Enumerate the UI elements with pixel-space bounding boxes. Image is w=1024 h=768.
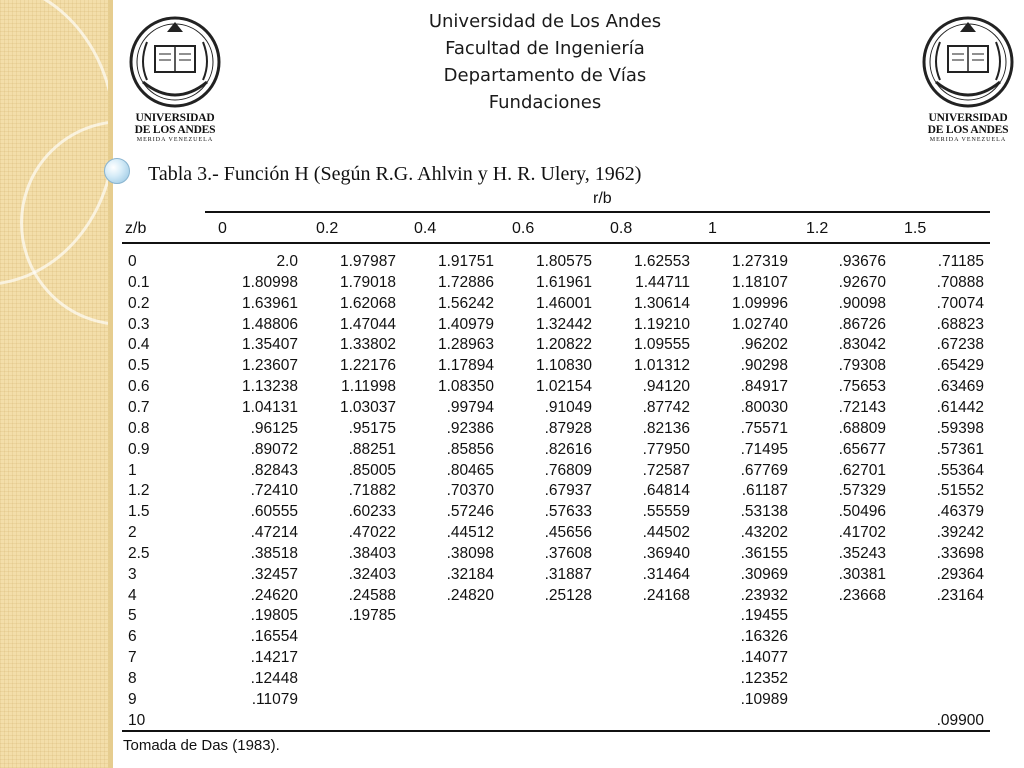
table-cell: 1.35407 bbox=[241, 336, 298, 354]
table-cell: .79308 bbox=[838, 357, 886, 375]
column-header: 0.2 bbox=[316, 220, 339, 237]
row-label: 0 bbox=[128, 253, 137, 270]
table-cell: .80030 bbox=[740, 398, 788, 416]
table-cell: .88251 bbox=[348, 440, 396, 458]
table-cell: 1.01312 bbox=[633, 357, 690, 375]
table-cell: .71495 bbox=[740, 440, 788, 458]
table-cell: .36940 bbox=[642, 544, 690, 562]
table-cell: .71185 bbox=[937, 253, 984, 270]
table-cell: 1.13238 bbox=[241, 378, 298, 396]
table-cell: 1.79018 bbox=[339, 273, 396, 291]
table-cell: .33698 bbox=[936, 544, 984, 562]
table-cell: .23932 bbox=[740, 586, 788, 604]
table-cell: .68823 bbox=[936, 315, 984, 333]
table-cell: .44512 bbox=[446, 524, 494, 542]
table-cell: .85856 bbox=[446, 440, 494, 458]
table-cell: .96202 bbox=[740, 336, 788, 354]
row-label: 2.5 bbox=[128, 544, 150, 562]
table-cell: .38403 bbox=[348, 544, 396, 562]
table-cell: .77950 bbox=[642, 440, 690, 458]
header-university: Universidad de Los Andes bbox=[428, 11, 662, 32]
logo-name-2: DE LOS ANDES bbox=[134, 124, 216, 136]
table-cell: .44502 bbox=[642, 524, 690, 542]
table-cell: .71882 bbox=[348, 482, 396, 500]
table-cell: .67937 bbox=[544, 482, 592, 500]
table-cell: .45656 bbox=[544, 524, 592, 542]
table-cell: .95175 bbox=[348, 419, 396, 437]
table-cell: .68809 bbox=[838, 419, 886, 437]
table-cell: .11079 bbox=[251, 690, 298, 708]
row-label: 0.3 bbox=[128, 315, 150, 333]
table-cell: .30381 bbox=[838, 565, 886, 583]
table-cell: .53138 bbox=[740, 503, 788, 521]
logo-name: UNIVERSIDAD bbox=[135, 112, 215, 124]
table-cell: .92386 bbox=[446, 419, 494, 437]
row-label: 6 bbox=[128, 628, 137, 646]
table-cell: .37608 bbox=[544, 544, 592, 562]
column-header: 0.6 bbox=[512, 220, 535, 237]
table-cell: .65429 bbox=[936, 357, 984, 375]
table-cell: 1.80575 bbox=[535, 253, 592, 270]
table-cell: 1.72886 bbox=[437, 273, 494, 291]
table-cell: 1.80998 bbox=[241, 273, 298, 291]
header-department: Departamento de Vías bbox=[443, 65, 647, 86]
table-cell: 1.46001 bbox=[535, 294, 592, 312]
table-cell: .09900 bbox=[936, 711, 984, 729]
table-cell: .55559 bbox=[642, 503, 690, 521]
table-cell: .93676 bbox=[838, 253, 886, 270]
table-cell: .24588 bbox=[348, 586, 396, 604]
table-cell: .57246 bbox=[446, 503, 494, 521]
table-cell: .30969 bbox=[740, 565, 788, 583]
table-cell: .55364 bbox=[936, 461, 984, 479]
table-cell: .19805 bbox=[250, 607, 298, 625]
table-cell: .57633 bbox=[544, 503, 592, 521]
column-header: 0.8 bbox=[610, 220, 633, 237]
logo-name-2: DE LOS ANDES bbox=[927, 124, 1009, 136]
row-label: 0.1 bbox=[128, 273, 150, 291]
table-cell: 1.10830 bbox=[535, 357, 592, 375]
row-label: 0.9 bbox=[128, 440, 150, 458]
table-cell: .90298 bbox=[740, 357, 788, 375]
table-cell: .24168 bbox=[642, 586, 690, 604]
table-cell: .75653 bbox=[838, 378, 886, 396]
table-cell: .70888 bbox=[936, 273, 984, 291]
table-cell: .60555 bbox=[250, 503, 298, 521]
table-cell: 1.27319 bbox=[731, 253, 788, 270]
table-cell: 1.40979 bbox=[437, 315, 494, 333]
table-cell: .72410 bbox=[250, 482, 298, 500]
table-cell: .65677 bbox=[838, 440, 886, 458]
table-cell: .32457 bbox=[250, 565, 298, 583]
table-cell: .87742 bbox=[642, 398, 690, 416]
column-header: 1.2 bbox=[806, 220, 829, 237]
sidebar-edge bbox=[108, 0, 113, 768]
table-cell: .31887 bbox=[544, 565, 592, 583]
table-cell: .99794 bbox=[446, 398, 494, 416]
table-cell: .67769 bbox=[740, 461, 788, 479]
logo-subtitle: MERIDA VENEZUELA bbox=[929, 137, 1007, 143]
table-cell: .41702 bbox=[838, 524, 886, 542]
table-cell: 1.48806 bbox=[241, 315, 298, 333]
table-cell: .76809 bbox=[544, 461, 592, 479]
row-label: 1.5 bbox=[128, 503, 150, 521]
table-cell: .47214 bbox=[250, 524, 298, 542]
table-cell: 1.22176 bbox=[339, 357, 396, 375]
table-cell: .43202 bbox=[740, 524, 788, 542]
row-label: 4 bbox=[128, 586, 137, 604]
table-cell: .72143 bbox=[838, 398, 886, 416]
university-seal-icon bbox=[922, 12, 1014, 112]
table-cell: .61442 bbox=[936, 398, 984, 416]
table-rule-header bbox=[122, 242, 990, 244]
row-label: 8 bbox=[128, 670, 137, 687]
logo-name: UNIVERSIDAD bbox=[928, 112, 1008, 124]
table-cell: .29364 bbox=[936, 565, 984, 583]
column-group-label: r/b bbox=[593, 190, 612, 207]
column-header: 0 bbox=[218, 220, 227, 237]
table-cell: .14217 bbox=[250, 649, 298, 667]
table-cell: .96125 bbox=[250, 419, 298, 437]
table-cell: 1.33802 bbox=[339, 336, 396, 354]
row-label: 0.4 bbox=[128, 336, 150, 354]
table-cell: .67238 bbox=[936, 336, 984, 354]
table-cell: 1.20822 bbox=[535, 336, 592, 354]
table-cell: 1.02740 bbox=[731, 315, 788, 333]
table-cell: 1.03037 bbox=[339, 398, 396, 416]
table-cell: .24820 bbox=[446, 586, 494, 604]
table-cell: .82616 bbox=[544, 440, 592, 458]
table-cell: .90098 bbox=[838, 294, 886, 312]
header-faculty: Facultad de Ingeniería bbox=[445, 38, 645, 59]
table-cell: .83042 bbox=[838, 336, 886, 354]
row-label: 2 bbox=[128, 524, 137, 542]
table-cell: .75571 bbox=[740, 419, 788, 437]
table-cell: 1.09555 bbox=[633, 336, 690, 354]
table-cell: 1.19210 bbox=[633, 315, 690, 333]
table-rule-bottom bbox=[122, 730, 990, 732]
table-cell: 1.02154 bbox=[535, 378, 592, 396]
table-cell: .63469 bbox=[936, 378, 984, 396]
table-cell: 2.0 bbox=[276, 253, 298, 270]
table-cell: .70074 bbox=[936, 294, 984, 312]
column-header: 1.5 bbox=[904, 220, 927, 237]
table-cell: .82136 bbox=[642, 419, 690, 437]
table-cell: .16326 bbox=[740, 628, 788, 646]
table-cell: .19455 bbox=[740, 607, 788, 625]
table-source-note: Tomada de Das (1983). bbox=[123, 737, 280, 754]
table-cell: 1.11998 bbox=[341, 378, 396, 396]
table-cell: 1.18107 bbox=[731, 273, 788, 291]
table-cell: .62701 bbox=[838, 461, 886, 479]
row-label: 0.8 bbox=[128, 419, 150, 437]
table-cell: 1.44711 bbox=[635, 273, 690, 291]
table-cell: .31464 bbox=[642, 565, 690, 583]
table-cell: .24620 bbox=[250, 586, 298, 604]
table-cell: 1.32442 bbox=[535, 315, 592, 333]
institution-header bbox=[380, 8, 710, 116]
row-label: 7 bbox=[128, 649, 137, 667]
table-cell: 1.62068 bbox=[339, 294, 396, 312]
column-header: 0.4 bbox=[414, 220, 437, 237]
table-cell: .89072 bbox=[250, 440, 298, 458]
table-cell: .80465 bbox=[446, 461, 494, 479]
table-cell: 1.97987 bbox=[339, 253, 396, 270]
table-cell: 1.47044 bbox=[339, 315, 396, 333]
university-logo-left bbox=[127, 12, 223, 145]
table-cell: 1.91751 bbox=[437, 253, 494, 270]
table-cell: .47022 bbox=[348, 524, 396, 542]
table-cell: .46379 bbox=[936, 503, 984, 521]
row-label: 0.7 bbox=[128, 398, 150, 416]
column-header: 1 bbox=[708, 220, 717, 237]
table-caption: Tabla 3.- Función H (Según R.G. Ahlvin y H. R. Ulery, 1962) bbox=[148, 163, 642, 185]
table-cell: .92670 bbox=[838, 273, 886, 291]
logo-subtitle: MERIDA VENEZUELA bbox=[136, 137, 214, 143]
decorative-sidebar bbox=[0, 0, 113, 768]
table-cell: .36155 bbox=[740, 544, 788, 562]
table-cell: 1.04131 bbox=[241, 398, 298, 416]
table-cell: .32184 bbox=[446, 565, 494, 583]
table-cell: .61187 bbox=[741, 482, 788, 500]
table-cell: .60233 bbox=[348, 503, 396, 521]
table-cell: .14077 bbox=[740, 649, 788, 667]
university-logo-right bbox=[920, 12, 1016, 145]
row-label: 9 bbox=[128, 690, 137, 708]
row-label: 1.2 bbox=[128, 482, 150, 500]
table-cell: .84917 bbox=[740, 378, 788, 396]
table-cell: .91049 bbox=[544, 398, 592, 416]
table-cell: 1.30614 bbox=[633, 294, 690, 312]
table-cell: 1.08350 bbox=[437, 378, 494, 396]
table-cell: .38518 bbox=[250, 544, 298, 562]
table-cell: .87928 bbox=[544, 419, 592, 437]
table-cell: 1.62553 bbox=[633, 253, 690, 270]
table-cell: .82843 bbox=[250, 461, 298, 479]
table-cell: .12448 bbox=[250, 670, 298, 687]
row-label: 3 bbox=[128, 565, 137, 583]
table-cell: .86726 bbox=[838, 315, 886, 333]
row-label: 5 bbox=[128, 607, 137, 625]
table-cell: .19785 bbox=[348, 607, 396, 625]
table-cell: .94120 bbox=[642, 378, 690, 396]
table-cell: 1.56242 bbox=[437, 294, 494, 312]
table-cell: 1.09996 bbox=[731, 294, 788, 312]
table-cell: .72587 bbox=[642, 461, 690, 479]
table-cell: 1.23607 bbox=[241, 357, 298, 375]
table-cell: .64814 bbox=[642, 482, 690, 500]
table-cell: .57361 bbox=[936, 440, 984, 458]
table-cell: .23668 bbox=[838, 586, 886, 604]
table-cell: .32403 bbox=[348, 565, 396, 583]
table-rule-top bbox=[205, 211, 990, 213]
table-cell: .12352 bbox=[740, 670, 788, 687]
table-cell: .10989 bbox=[740, 690, 788, 708]
table-cell: .51552 bbox=[936, 482, 984, 500]
university-seal-icon bbox=[129, 12, 221, 112]
header-subject: Fundaciones bbox=[488, 92, 602, 113]
table-cell: 1.63961 bbox=[241, 294, 298, 312]
bullet-circle-icon bbox=[104, 158, 130, 184]
table-cell: .70370 bbox=[446, 482, 494, 500]
row-label: 1 bbox=[128, 461, 137, 479]
table-cell: .35243 bbox=[838, 544, 886, 562]
row-header-label: z/b bbox=[125, 220, 147, 237]
table-cell: .25128 bbox=[544, 586, 592, 604]
row-label: 0.5 bbox=[128, 357, 150, 375]
table-cell: .85005 bbox=[348, 461, 396, 479]
table-cell: .39242 bbox=[936, 524, 984, 542]
row-label: 0.2 bbox=[128, 294, 150, 312]
row-label: 10 bbox=[128, 711, 146, 729]
table-cell: 1.28963 bbox=[437, 336, 494, 354]
table-cell: 1.61961 bbox=[535, 273, 592, 291]
table-cell: .59398 bbox=[936, 419, 984, 437]
table-cell: .16554 bbox=[250, 628, 298, 646]
table-cell: .50496 bbox=[838, 503, 886, 521]
row-label: 0.6 bbox=[128, 378, 150, 396]
table-cell: 1.17894 bbox=[437, 357, 494, 375]
table-cell: .23164 bbox=[936, 586, 984, 604]
table-cell: .38098 bbox=[446, 544, 494, 562]
table-cell: .57329 bbox=[838, 482, 886, 500]
